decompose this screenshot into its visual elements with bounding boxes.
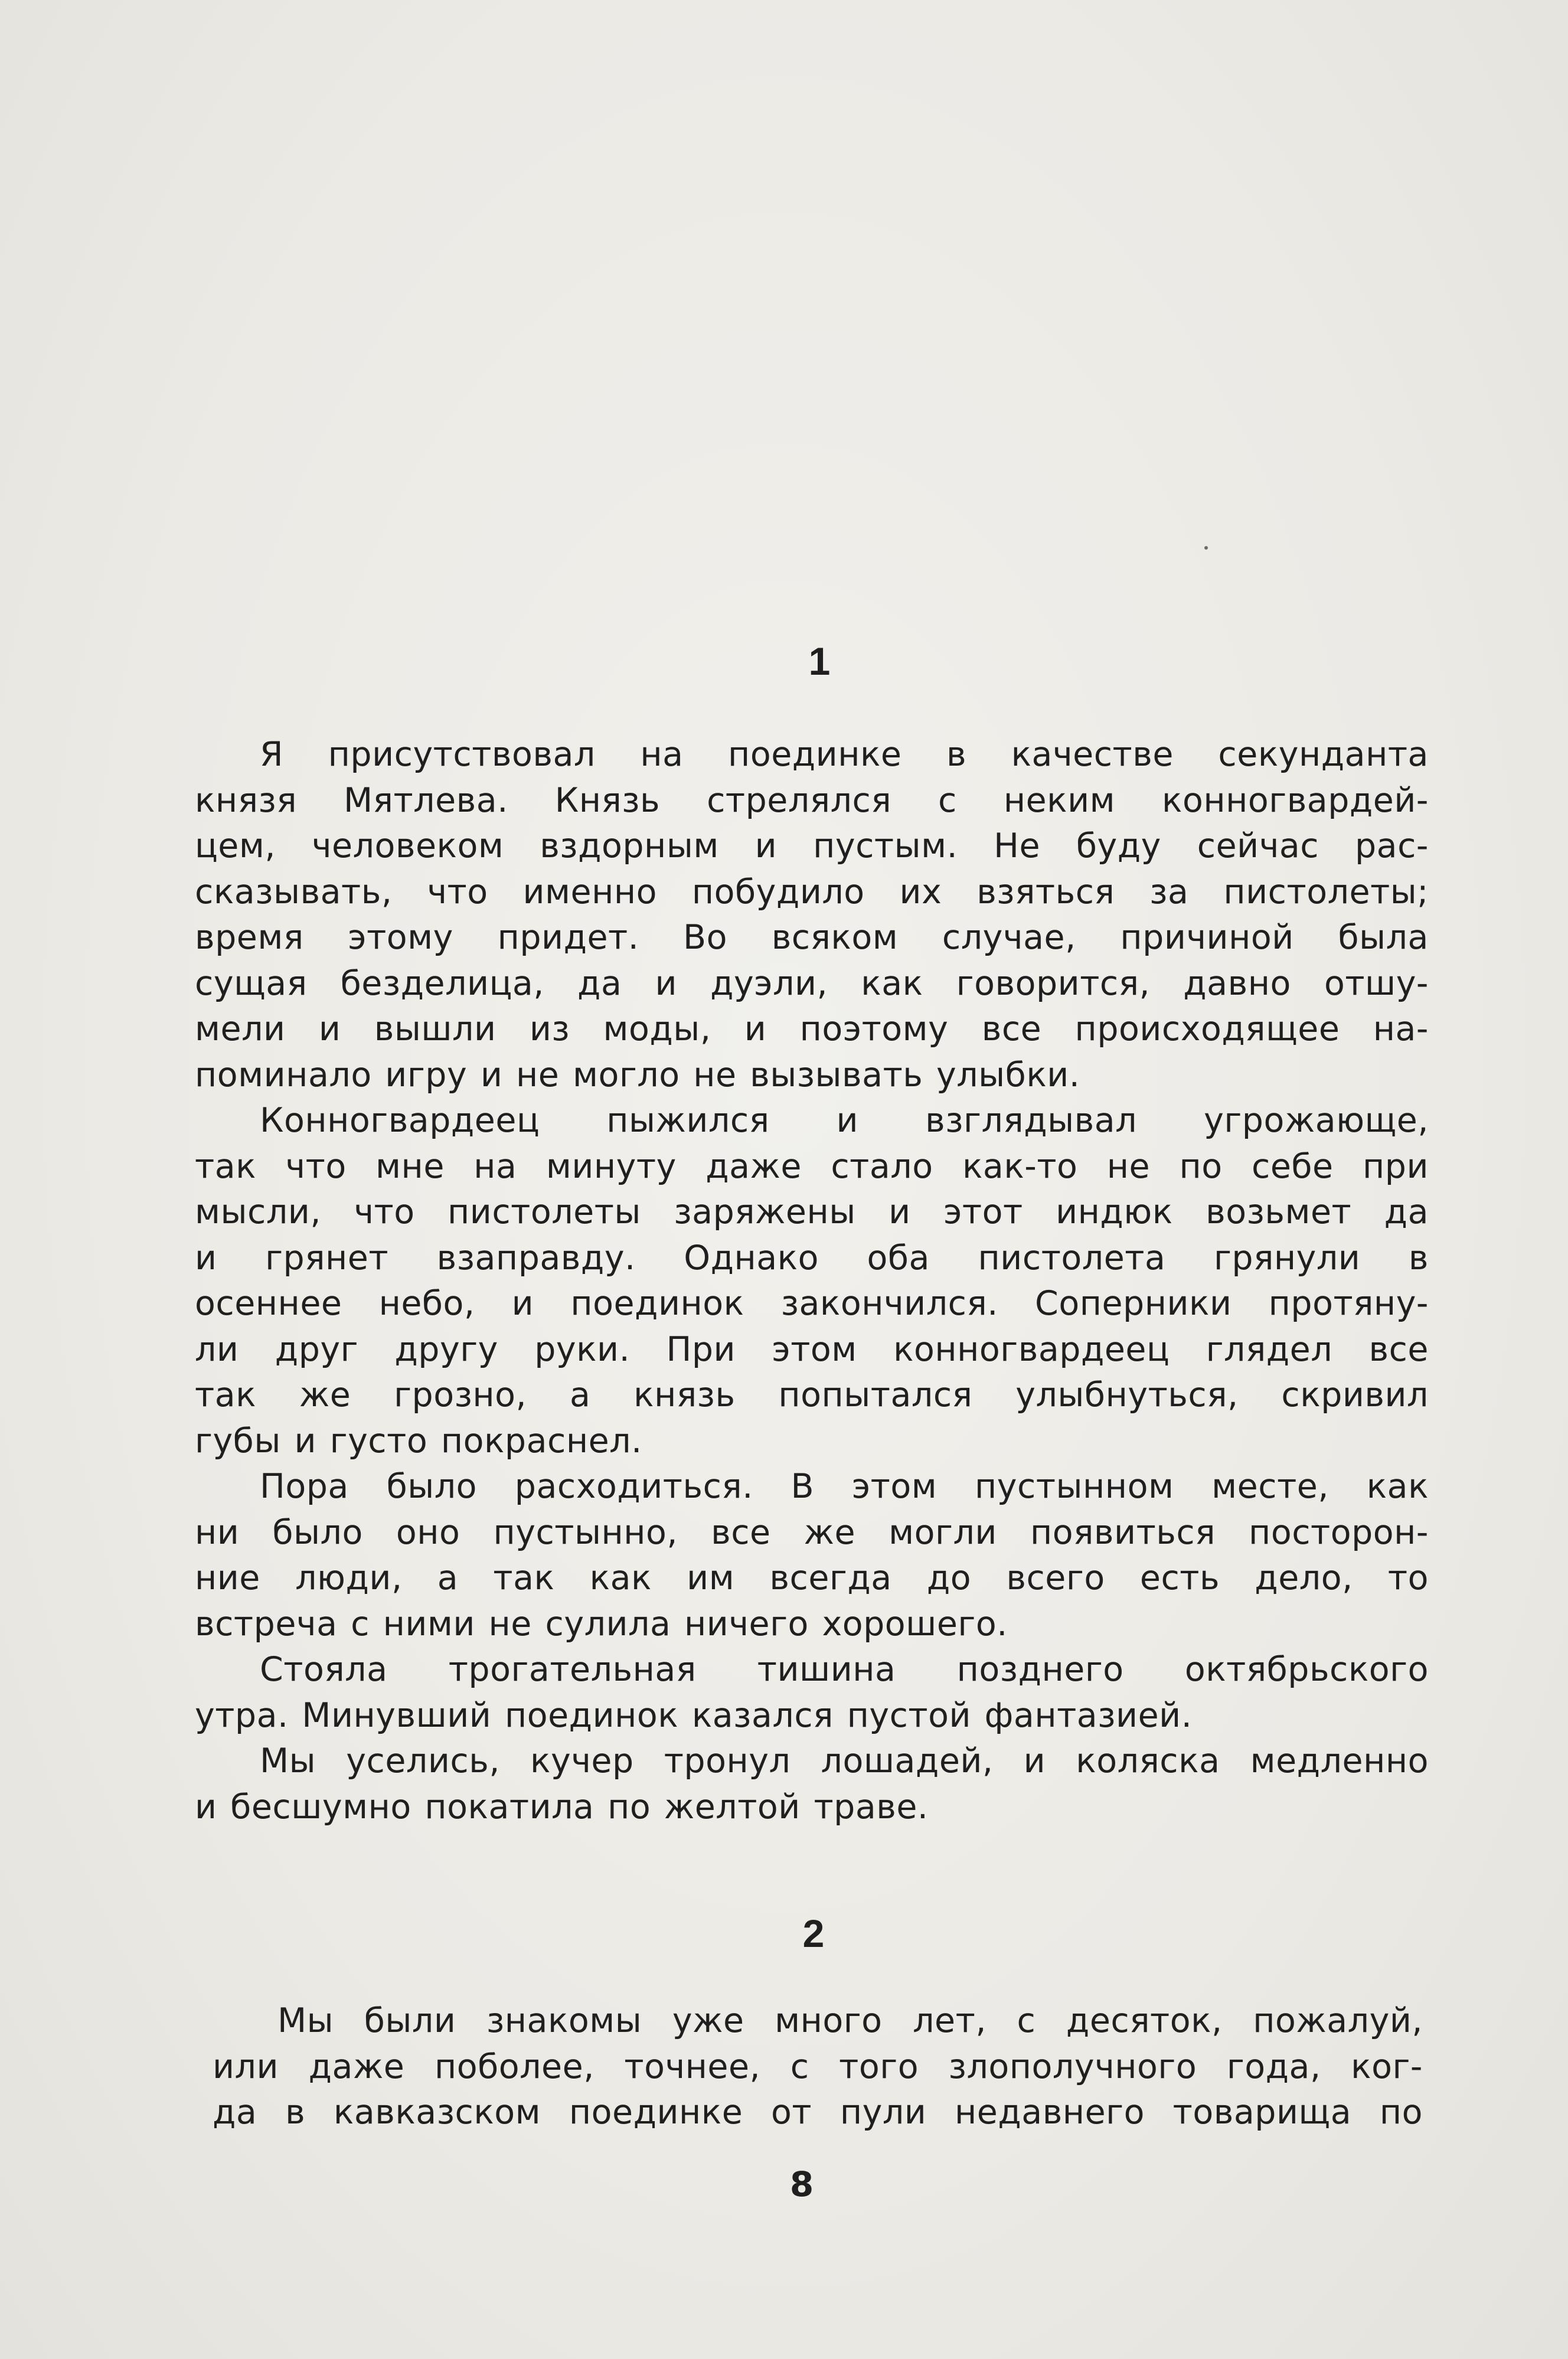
chapter-2-text	[213, 1998, 1423, 2136]
text-line: осеннее небо, и поединок закончился. Соперники протяну-	[195, 1284, 1429, 1323]
text-line: и грянет взаправду. Однако оба пистолета грянули в	[195, 1238, 1429, 1277]
text-line: Пора было расходиться. В этом пустынном месте, как	[260, 1467, 1429, 1506]
page-number	[0, 2164, 1568, 2205]
chapter-number-2: 2	[802, 1912, 825, 1955]
text-line: так что мне на минуту даже стало как-то не по себе при	[195, 1146, 1429, 1186]
text-line: утра. Минувший поединок казался пустой фантазией.	[195, 1695, 1193, 1735]
page-number-value: 8	[789, 2164, 814, 2204]
text-line: ние люди, а так как им всегда до всего есть дело, то	[195, 1558, 1429, 1597]
text-line: встреча с ними не сулила ничего хорошего.	[195, 1604, 1008, 1644]
text-line: Я присутствовал на поединке в качестве секунданта	[260, 735, 1429, 774]
text-line: цем, человеком вздорным и пустым. Не буду сейчас рас-	[195, 826, 1429, 865]
text-line: время этому придет. Во всяком случае, причиной была	[195, 918, 1429, 957]
text-line: ли друг другу руки. При этом конногвардеец глядел все	[195, 1329, 1429, 1369]
text-line: и бесшумно покатила по желтой траве.	[195, 1787, 929, 1827]
paper-speck	[1204, 546, 1208, 550]
text-line: сказывать, что именно побудило их взяться за пистолеты;	[195, 872, 1429, 911]
text-line: да в кавказском поединке от пули недавнего товарища по	[213, 2093, 1423, 2132]
text-line: Мы уселись, кучер тронул лошадей, и коляска медленно	[260, 1742, 1429, 1780]
text-line: Мы были знакомы уже много лет, с десяток, пожалуй,	[277, 2001, 1423, 2040]
text-line: так же грозно, а князь попытался улыбнуться, скривил	[195, 1375, 1429, 1414]
text-line: мели и вышли из моды, и поэтому все происходящее на-	[195, 1009, 1429, 1048]
text-line: губы и густо покраснел.	[195, 1421, 642, 1461]
text-line: мысли, что пистолеты заряжены и этот индюк возьмет да	[195, 1192, 1429, 1231]
text-line: или даже поболее, точнее, с того злополучного года, ког-	[213, 2047, 1423, 2086]
text-line: ни было оно пустынно, все же могли появиться посторон-	[195, 1512, 1429, 1552]
chapter-1-text	[195, 732, 1429, 1830]
text-line: сущая безделица, да и дуэли, как говорится, давно отшу-	[195, 963, 1429, 1003]
text-line: князя Мятлева. Князь стрелялся с неким конногвардей-	[195, 780, 1429, 820]
text-line: поминало игру и не могло не вызывать улыбки.	[195, 1055, 1080, 1094]
chapter-number-1: 1	[808, 639, 831, 683]
text-line: Стояла трогательная тишина позднего октябрьского	[260, 1650, 1429, 1689]
text-line: Конногвардеец пыжился и взглядывал угрожающе,	[260, 1101, 1429, 1140]
